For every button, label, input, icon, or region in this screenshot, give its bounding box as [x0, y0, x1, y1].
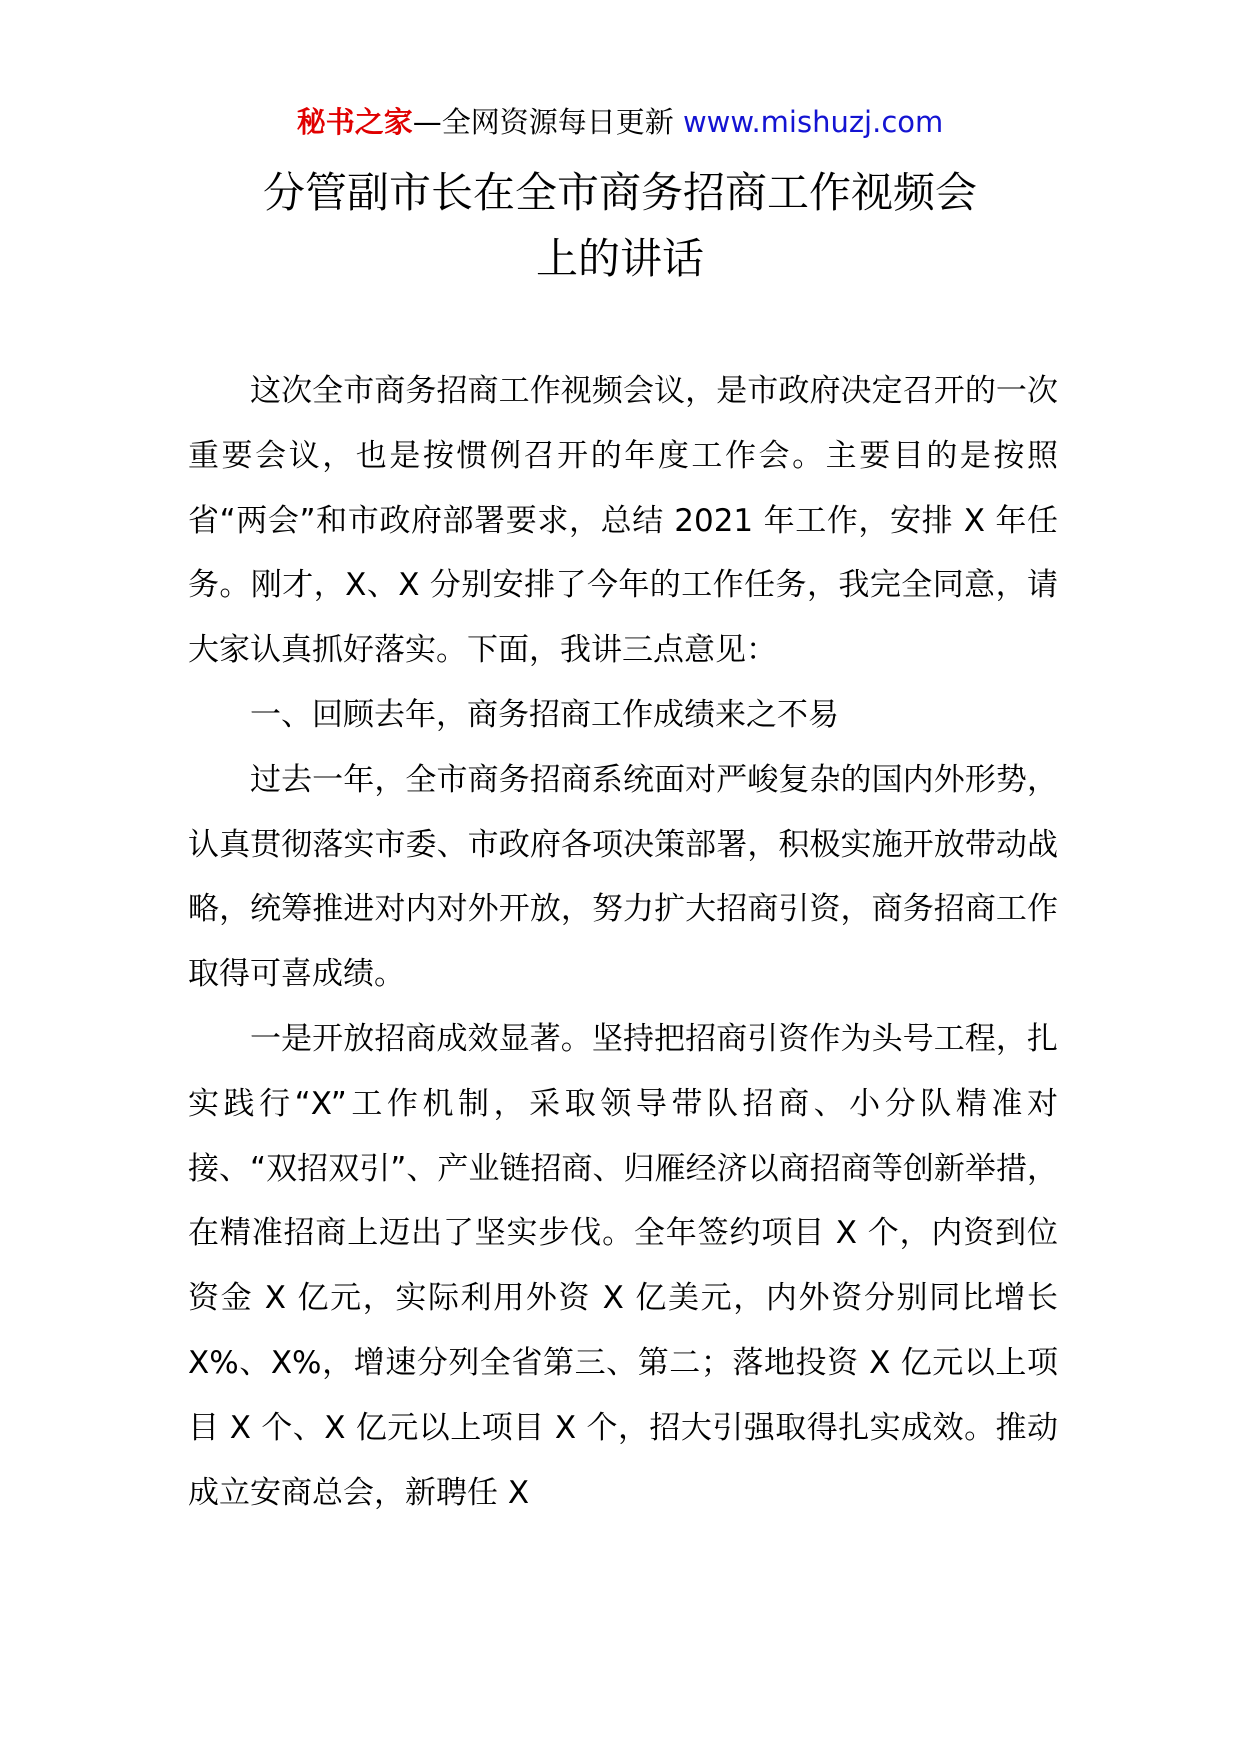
document-title — [0, 160, 1240, 292]
header-tagline: —全网资源每日更新 — [412, 105, 683, 139]
title-line-2: 上的讲话 — [535, 234, 704, 283]
paragraph-review: 过去一年，全市商务招商系统面对严峻复杂的国内外形势，认真贯彻落实市委、市政府各项决策部署，积极实施开放带动战略，统筹推进对内对外开放，努力扩大招商引资，商务招商工作取得可喜成绩。 — [188, 761, 1058, 993]
paragraph-investment: 一是开放招商成效显著。坚持把招商引资作为头号工程，扎实践行“X”工作机制，采取领导带队招商、小分队精准对接、“双招双引”、产业链招商、归雁经济以商招商等创新举措，在精准招商上迈出了坚实步伐。全年签约项目 X 个，内资到位资金 X 亿元，实际利用外资 X 亿美元，内外资分别同比增长 X%、X%，增速分列全省第三、第二；落地投资 X 亿元以上项目 X 个、X 亿元以上项目 X 个，招大引强取得扎实成效。推动成立安商总会，新聘任 X — [188, 1020, 1058, 1511]
document-body — [188, 359, 1058, 1525]
section-heading-1: 一、回顾去年，商务招商工作成绩来之不易 — [250, 696, 839, 733]
title-line-1: 分管副市长在全市商务招商工作视频会 — [262, 168, 977, 217]
paragraph-intro: 这次全市商务招商工作视频会议，是市政府决定召开的一次重要会议，也是按惯例召开的年度工作会。主要目的是按照省“两会”和市政府部署要求，总结 2021 年工作，安排 X 年任务。刚才，X、X 分别安排了今年的工作任务，我完全同意，请大家认真抓好落实。下面，我讲三点意见： — [188, 373, 1058, 669]
site-url-link[interactable]: www.mishuzj.com — [682, 105, 944, 139]
brand-name: 秘书之家 — [296, 105, 413, 139]
site-header — [0, 100, 1240, 144]
